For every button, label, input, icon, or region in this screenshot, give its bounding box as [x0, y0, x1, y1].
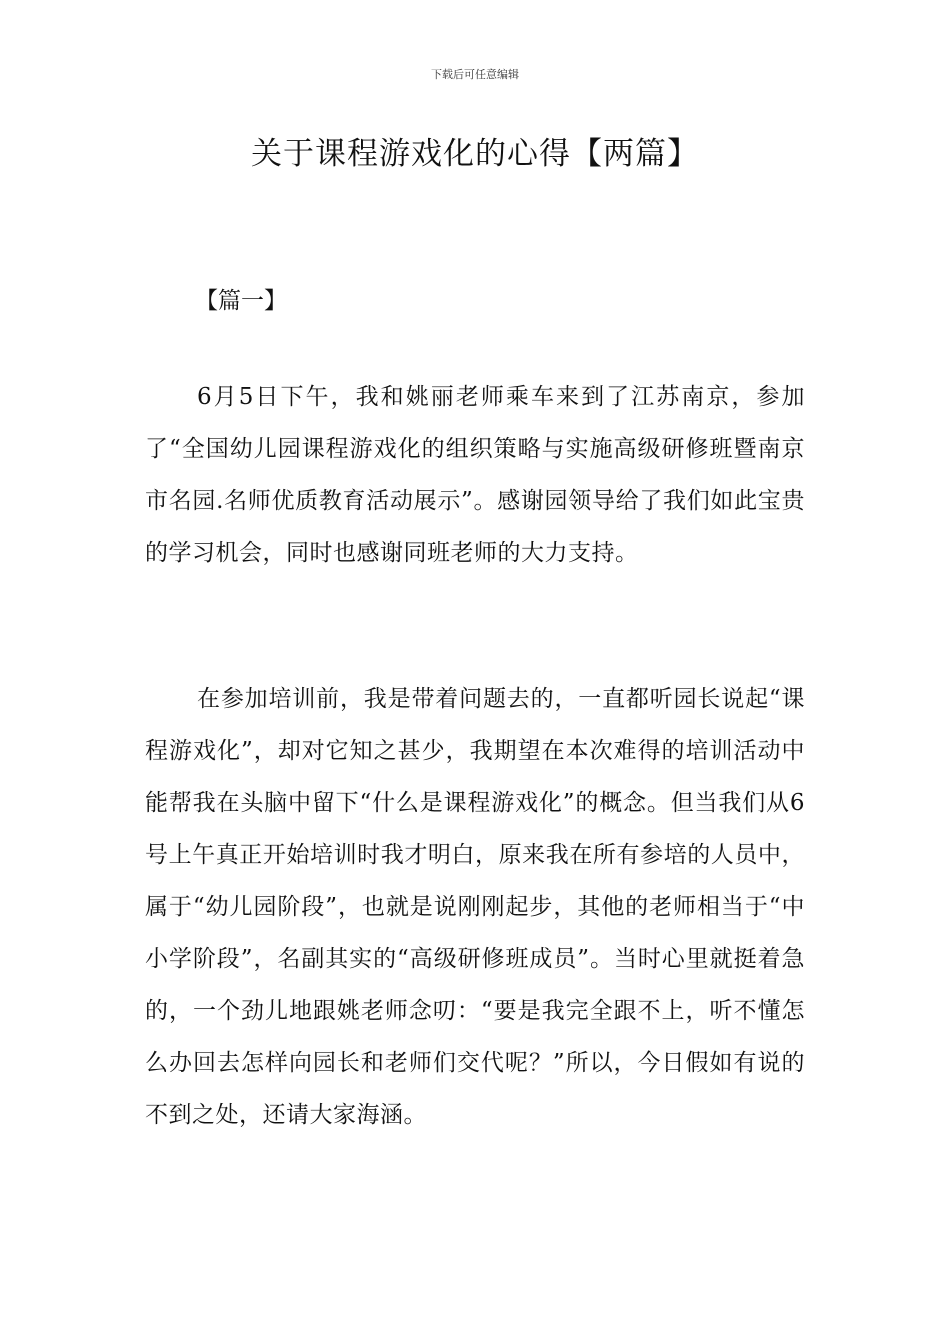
- section-heading: 【篇一】: [195, 288, 287, 314]
- paragraph-1: 6月5日下午，我和姚丽老师乘车来到了江苏南京，参加了“全国幼儿园课程游戏化的组织策略与实施高级研修班暨南京市名园.名师优质教育活动展示”。感谢园领导给了我们如此宝贵的学习机会，同时也感谢同班老师的大力支持。: [145, 384, 805, 566]
- paragraph-2: 在参加培训前，我是带着问题去的，一直都听园长说起“课程游戏化”，却对它知之甚少，我期望在本次难得的培训活动中能帮我在头脑中留下“什么是课程游戏化”的概念。但当我们从6号上午真正开始培训时我才明白，原来我在所有参培的人员中，属于“幼儿园阶段”，也就是说刚刚起步，其他的老师相当于“中小学阶段”，名副其实的“高级研修班成员”。当时心里就挺着急的，一个劲儿地跟姚老师念叨：“要是我完全跟不上，听不懂怎么办回去怎样向园长和老师们交代呢？”所以，今日假如有说的不到之处，还请大家海涵。: [145, 686, 805, 1128]
- document-title: 关于课程游戏化的心得【两篇】: [251, 136, 699, 172]
- header-note: 下载后可任意编辑: [431, 68, 519, 81]
